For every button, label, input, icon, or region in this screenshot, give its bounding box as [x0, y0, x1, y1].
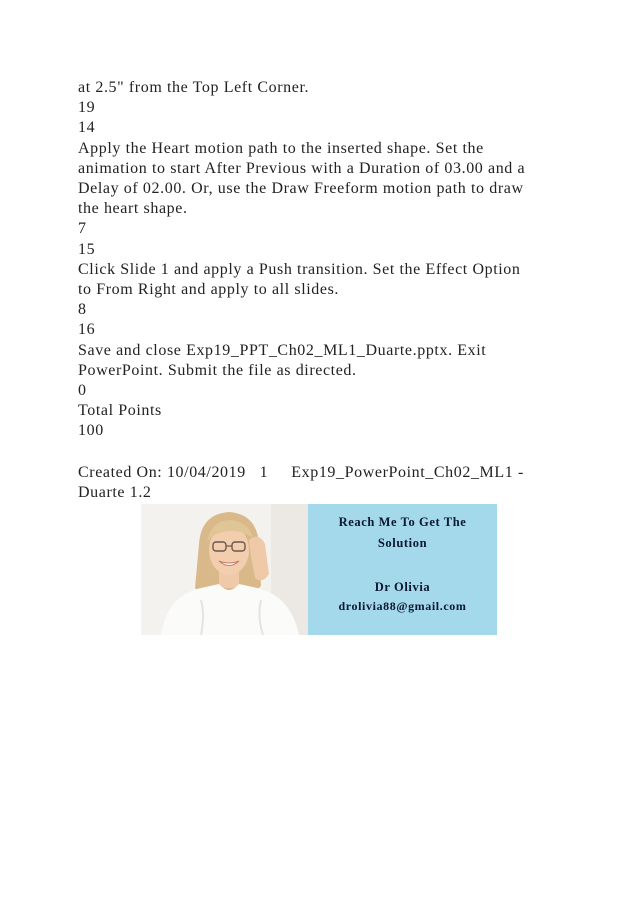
woman-portrait-image: [141, 504, 308, 635]
contact-email: drolivia88@gmail.com: [338, 599, 467, 613]
step-number: 14: [78, 119, 96, 137]
step-text-line: animation to start After Previous with a Duration of 03.00 and a: [78, 159, 526, 177]
document-body: [78, 78, 568, 442]
total-points-label: Total Points: [78, 402, 162, 420]
step-points: 0: [78, 382, 87, 400]
step-text-line: Save and close Exp19_PPT_Ch02_ML1_Duarte.pptx. Exit: [78, 341, 487, 359]
contact-name: Dr Olivia: [374, 580, 431, 594]
text-line: at 2.5" from the Top Left Corner.: [78, 79, 310, 96]
step-number: 16: [78, 321, 96, 339]
document-footer: [78, 463, 568, 503]
contact-heading-line: Solution: [377, 536, 428, 550]
step-text-line: to From Right and apply to all slides.: [78, 281, 340, 299]
total-points-value: 100: [78, 422, 104, 440]
footer-line: Created On: 10/04/2019 1 Exp19_PowerPoint_Ch02_ML1 -: [78, 464, 524, 481]
footer-line: Duarte 1.2: [78, 484, 152, 502]
step-text-line: the heart shape.: [78, 200, 188, 218]
step-number: 15: [78, 240, 96, 258]
step-text-line: Apply the Heart motion path to the inserted shape. Set the: [78, 139, 484, 157]
contact-heading-line: Reach Me To Get The: [338, 515, 467, 529]
step-text-line: PowerPoint. Submit the file as directed.: [78, 361, 357, 379]
woman-photo: [141, 504, 308, 635]
contact-banner: [141, 504, 497, 635]
step-points: 8: [78, 301, 87, 319]
contact-card: [308, 504, 497, 635]
step-text-line: Delay of 02.00. Or, use the Draw Freeform motion path to draw: [78, 180, 524, 198]
step-text-line: Click Slide 1 and apply a Push transition. Set the Effect Option: [78, 260, 521, 278]
step-points: 7: [78, 220, 87, 238]
step-points: 19: [78, 99, 96, 117]
